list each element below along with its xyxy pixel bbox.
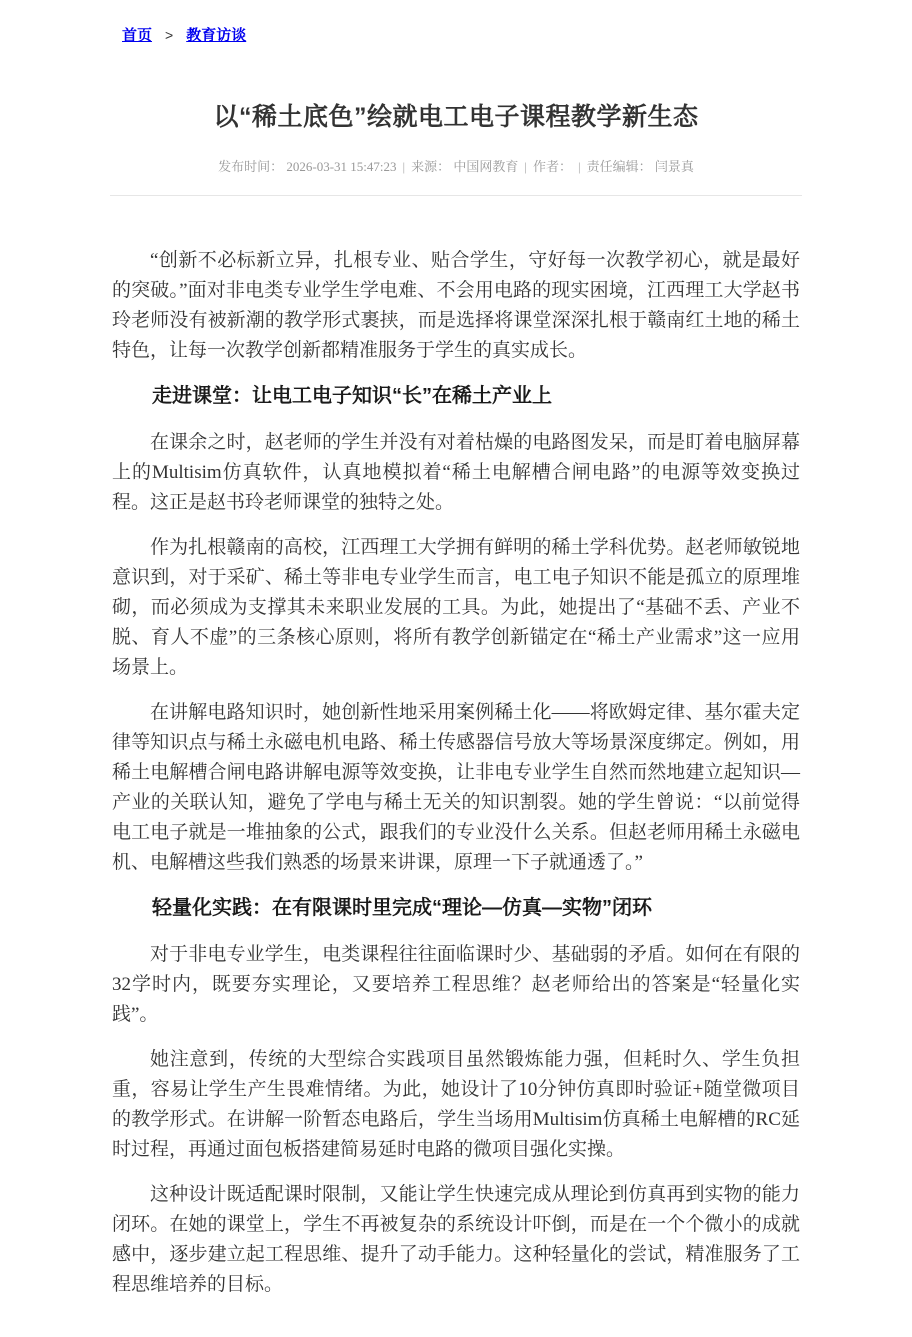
breadcrumb-home-link[interactable]: 首页	[122, 27, 153, 44]
article-paragraph: 这种设计既适配课时限制，又能让学生快速完成从理论到仿真再到实物的能力闭环。在她的课堂上，学生不再被复杂的系统设计吓倒，而是在一个个微小的成就感中，逐步建立起工程思维、提升了动手能力。这种轻量化的尝试，精准服务了工程思维培养的目标。	[112, 1184, 800, 1295]
article-paragraph: 在讲解电路知识时，她创新性地采用案例稀土化——将欧姆定律、基尔霍夫定律等知识点与稀土永磁电机电路、稀土传感器信号放大等场景深度绑定。例如，用稀土电解槽合闸电路讲解电源等效变换，让非电专业学生自然而然地建立起知识—产业的关联认知，避免了学电与稀土无关的知识割裂。她的学生曾说：“以前觉得电工电子就是一堆抽象的公式，跟我们的专业没什么关系。但赵老师用稀土永磁电机、电解槽这些我们熟悉的场景来讲课，原理一下子就通透了。”	[112, 702, 800, 873]
article-paragraph: 她注意到，传统的大型综合实践项目虽然锻炼能力强，但耗时久、学生负担重，容易让学生产生畏难情绪。为此，她设计了10分钟仿真即时验证+随堂微项目的教学形式。在讲解一阶暂态电路后，学生当场用Multisim仿真稀土电解槽的RC延时过程，再通过面包板搭建简易延时电路的微项目强化实操。	[112, 1049, 800, 1160]
article-paragraph: 作为扎根赣南的高校，江西理工大学拥有鲜明的稀土学科优势。赵老师敏锐地意识到，对于采矿、稀土等非电专业学生而言，电工电子知识不能是孤立的原理堆砌，而必须成为支撑其未来职业发展的工具。为此，她提出了“基础不丢、产业不脱、育人不虚”的三条核心原则，将所有教学创新锚定在“稀土产业需求”这一应用场景上。	[112, 537, 800, 678]
content-container	[100, 0, 812, 1300]
article-body	[100, 196, 812, 1300]
meta-separator: |	[402, 159, 406, 174]
section-heading: 轻量化实践：在有限课时里完成“理论—仿真—实物”闭环	[152, 897, 652, 919]
article-paragraph: “创新不必标新立异，扎根专业、贴合学生，守好每一次教学初心，就是最好的突破。”面对非电类专业学生学电难、不会用电路的现实困境，江西理工大学赵书玲老师没有被新潮的教学形式裹挟，而是选择将课堂深深扎根于赣南红土地的稀土特色，让每一次教学创新都精准服务于学生的真实成长。	[112, 250, 800, 361]
section-heading: 走进课堂：让电工电子知识“长”在稀土产业上	[152, 385, 552, 407]
meta-author: 作者：	[532, 159, 572, 174]
meta-separator: |	[578, 159, 581, 174]
page-title: 以“稀土底色”绘就电工电子课程教学新生态	[213, 103, 699, 131]
meta-separator: |	[524, 159, 527, 174]
breadcrumb-section-link[interactable]: 教育访谈	[186, 27, 247, 44]
article-paragraph: 对于非电专业学生，电类课程往往面临课时少、基础弱的矛盾。如何在有限的32学时内，既要夯实理论，又要培养工程思维？赵老师给出的答案是“轻量化实践”。	[112, 944, 800, 1025]
breadcrumb-separator: >	[165, 27, 174, 43]
breadcrumb	[100, 0, 812, 45]
meta-editor: 责任编辑： 闫景真	[586, 159, 694, 174]
meta-publish-time: 发布时间： 2026-03-31 15:47:23	[218, 159, 397, 174]
article-meta	[100, 158, 812, 175]
article-paragraph: 在课余之时，赵老师的学生并没有对着枯燥的电路图发呆，而是盯着电脑屏幕上的Multisim仿真软件，认真地模拟着“稀土电解槽合闸电路”的电源等效变换过程。这正是赵书玲老师课堂的独特之处。	[112, 432, 800, 513]
meta-source: 来源： 中国网教育	[411, 159, 519, 174]
